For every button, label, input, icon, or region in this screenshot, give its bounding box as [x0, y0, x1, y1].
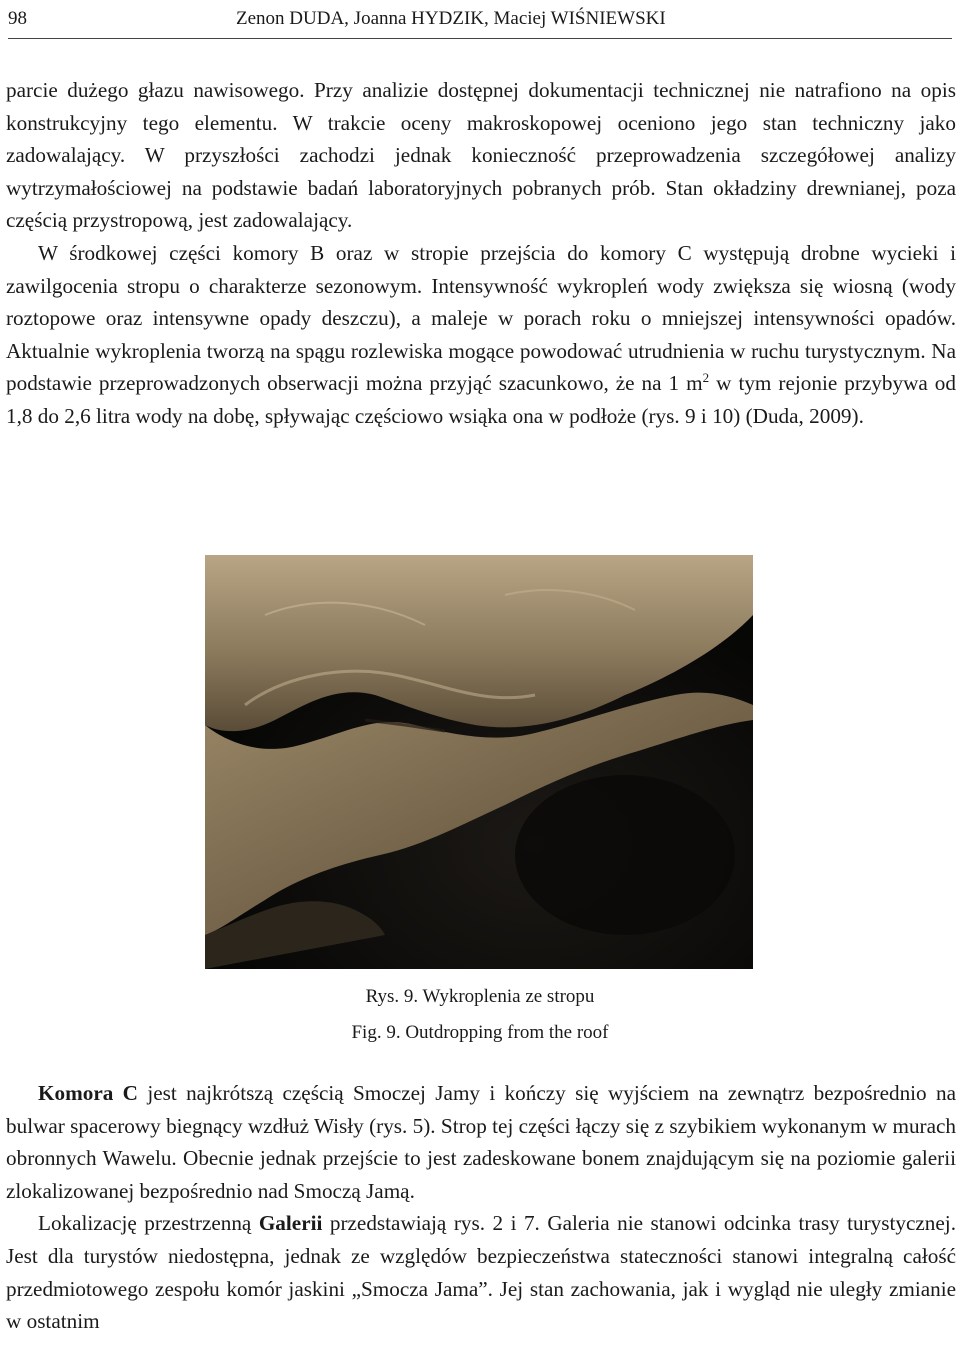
page-number: 98	[8, 8, 27, 29]
paragraph	[6, 1207, 956, 1337]
text-run: przedstawiają rys. 2 i 7. Galeria nie stanowi odcinka trasy turystycznej. Jest dla turystów niedostępna, jednak ze względów bezpieczeństwa stateczności stanowi integralną całość przedmiotowego zespołu komór jaskini „Smocza Jama”. Jej stan zachowania, jak i wygląd nie uległy zmianie w ostatnim	[6, 1211, 956, 1334]
body-text-bottom	[6, 1077, 956, 1338]
header-rule	[8, 38, 952, 39]
text-run: w tym rejonie przybywa od 1,8 do 2,6 litra wody na dobę, spływając częściowo wsiąka ona w podłoże (rys. 9 i 10) (Duda, 2009).	[6, 371, 956, 428]
bold-term: Komora C	[38, 1081, 138, 1105]
paragraph	[6, 1077, 956, 1207]
superscript: 2	[702, 370, 710, 386]
text-run: W środkowej części komory B oraz w stropie przejścia do komory C występują drobne wycieki i zawilgocenia stropu o charakterze sezonowym. Intensywność wykropleń wody zwiększa się wiosną (wody roztopowe oraz intensywne opady deszczu), a maleje w porach roku o mniejszej intensywności opadów. Aktualnie wykroplenia tworzą na spągu rozlewiska mogące powodować utrudnienia w ruchu turystycznym. Na podstawie przeprowadzonych obserwacji można przyjąć szacunkowo, że na 1 m	[6, 240, 956, 396]
text-run: jest najkrótszą częścią Smoczej Jamy i kończy się wyjściem na zewnątrz bezpośrednio na bulwar spacerowy biegnący wzdłuż Wisły (rys. 5). Strop tej części łączy się z szybikiem wykonanym w murach obronnych Wawelu. Obecnie jednak przejście to jest zadeskowane bonem znajdującym się na poziomie galerii zlokalizowanej bezpośrednio nad Smoczą Jamą.	[6, 1081, 956, 1203]
figure-caption-polish: Rys. 9. Wykroplenia ze stropu	[365, 986, 595, 1007]
cave-roof-photo	[205, 555, 753, 969]
paragraph: parcie dużego głazu nawisowego. Przy analizie dostępnej dokumentacji technicznej nie natrafiono na opis konstrukcyjny tego elementu. W trakcie oceny makroskopowej oceniono jego stan techniczny jako zadowalający. W przyszłości zachodzi jednak konieczność przeprowadzenia szczegółowej analizy wytrzymałościowej na podstawie badań laboratoryjnych pobranych prób. Stan okładziny drewnianej, poza częścią przystropową, jest zadowalający.	[6, 78, 956, 233]
cave-photo-illustration	[205, 555, 753, 969]
paragraph	[6, 237, 956, 433]
running-header	[8, 4, 952, 38]
bold-term: Galerii	[258, 1211, 323, 1236]
body-text-top	[6, 74, 956, 433]
header-authors: Zenon DUDA, Joanna HYDZIK, Maciej WIŚNIEWSKI	[236, 8, 666, 29]
figure-caption-english: Fig. 9. Outdropping from the roof	[351, 1022, 609, 1043]
text-run: Lokalizację przestrzenną	[38, 1211, 259, 1236]
